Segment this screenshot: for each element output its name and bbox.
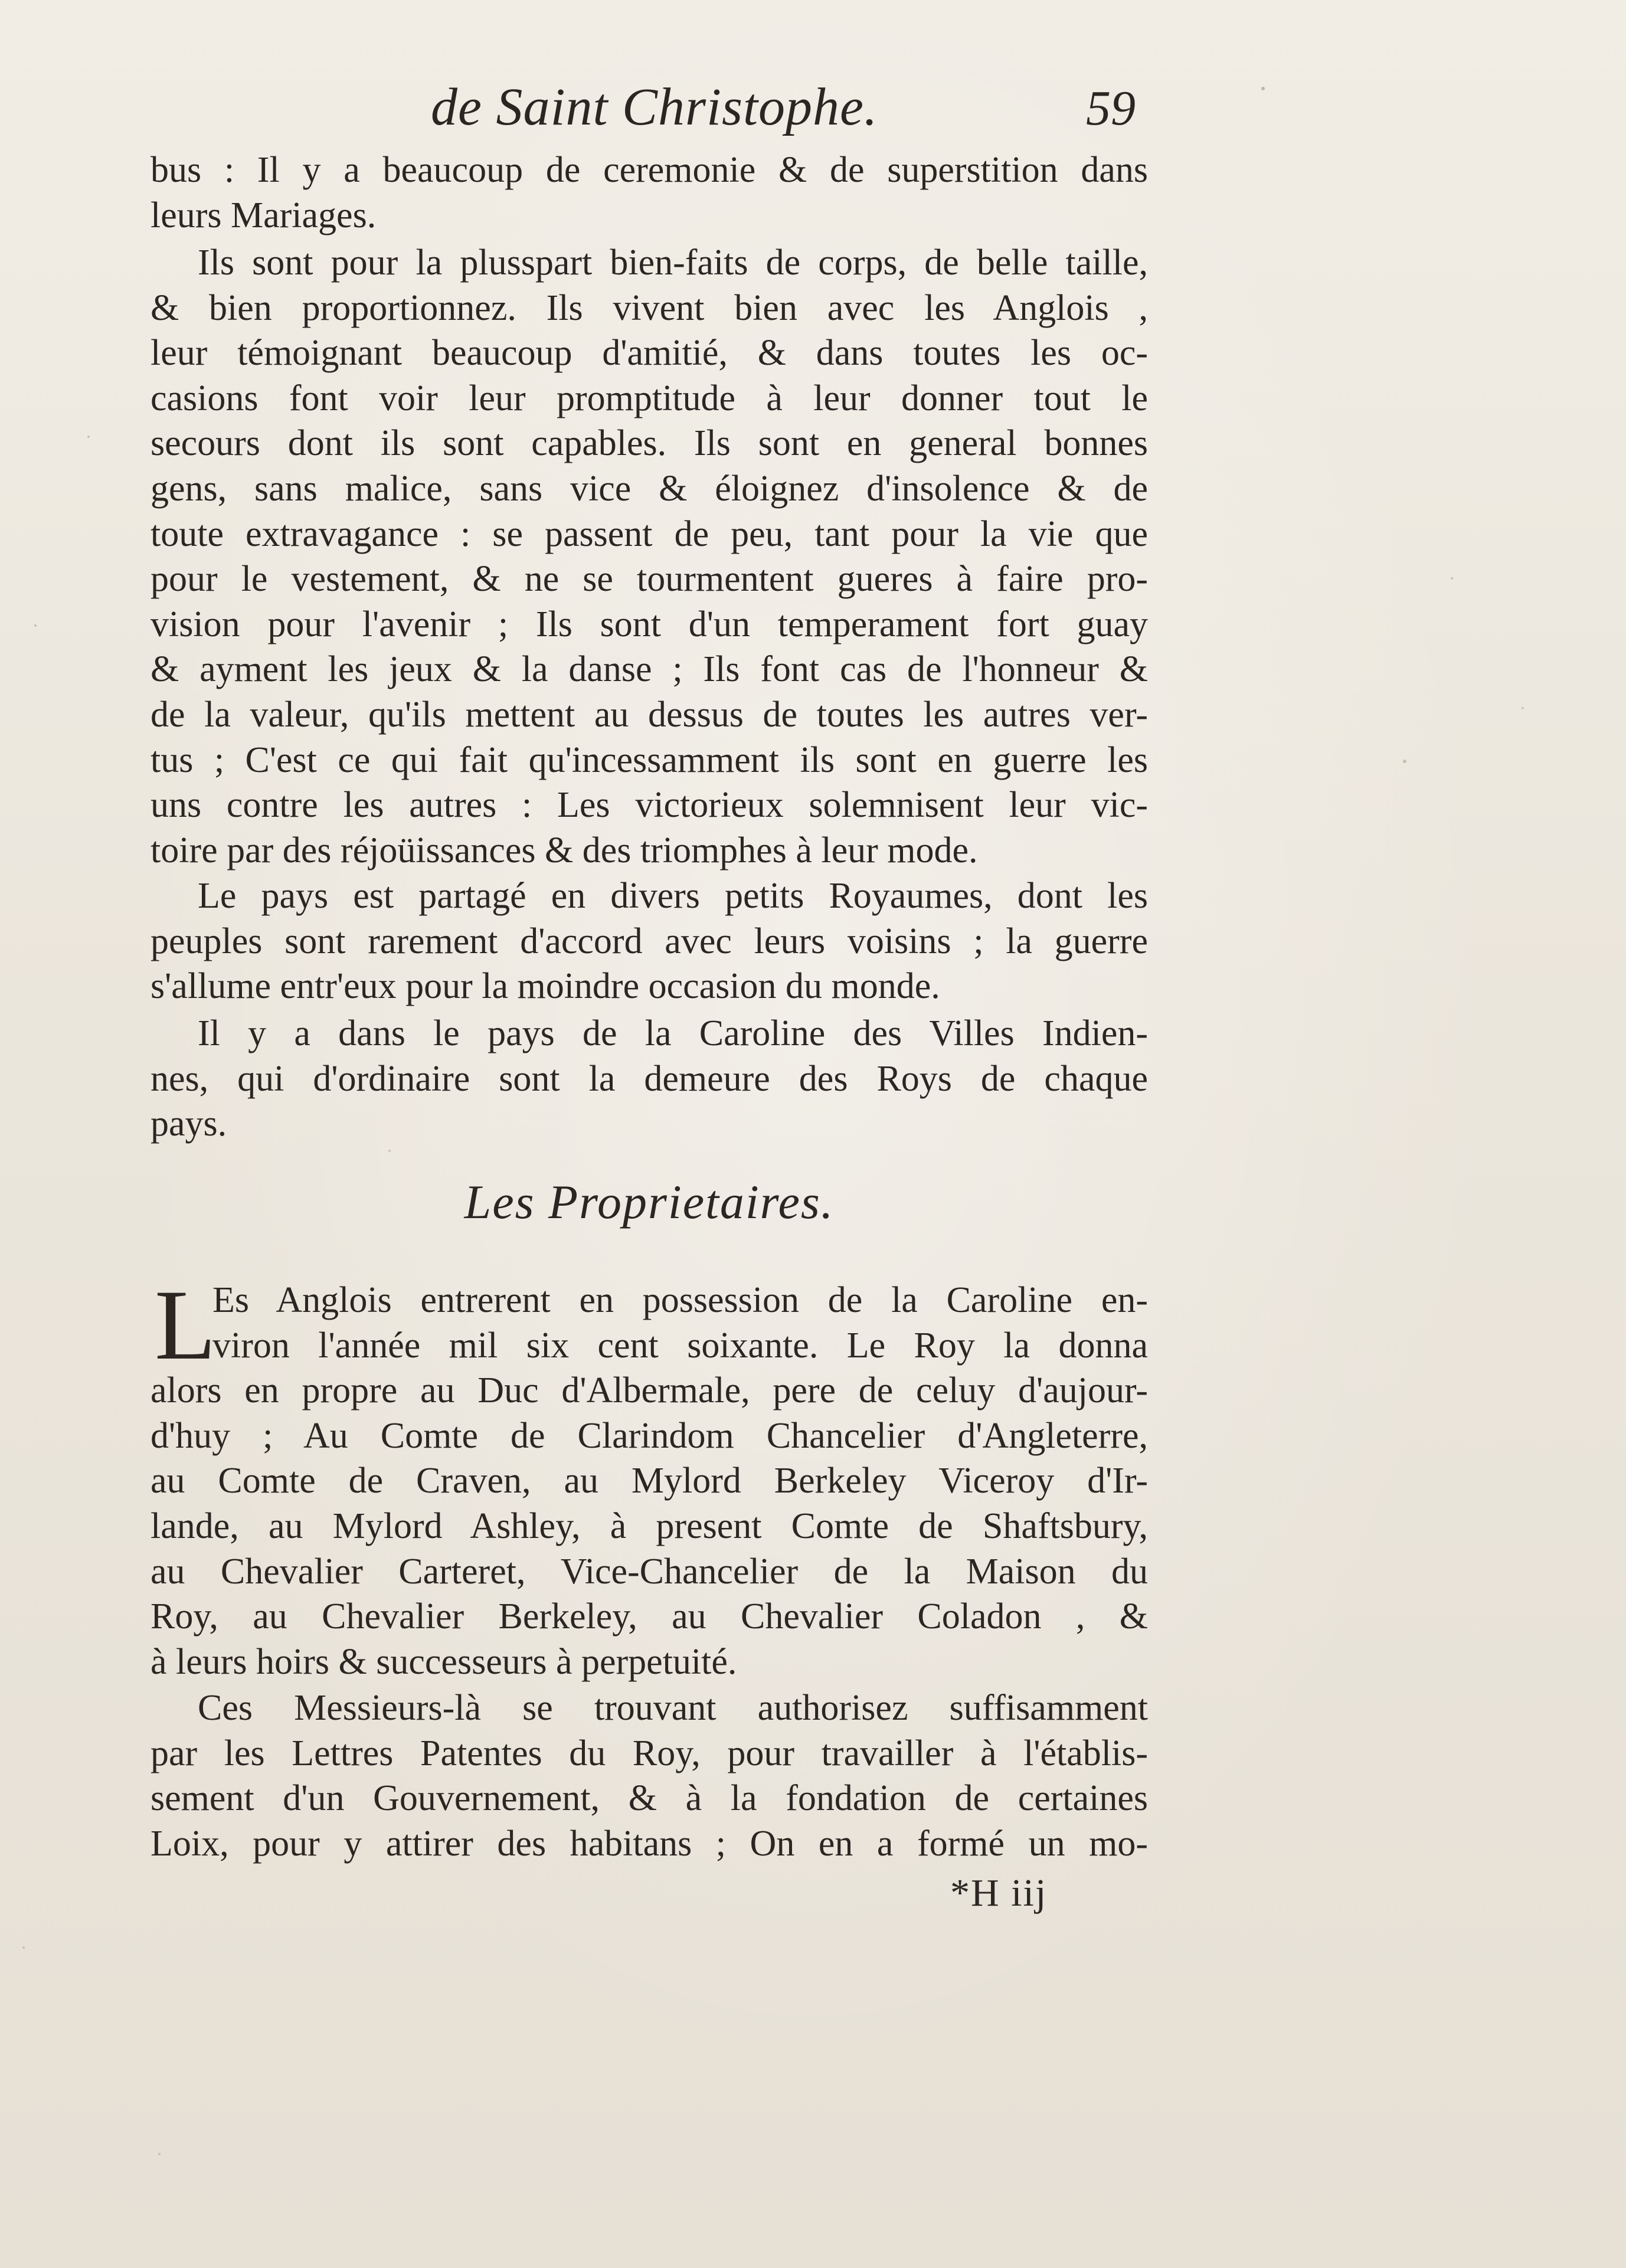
text-line: s'allume entr'eux pour la moindre occasion du monde. [151, 966, 940, 1007]
text-line: de la valeur, qu'ils mettent au dessus de toutes les autres ver- [151, 694, 1148, 735]
speck [1261, 87, 1265, 90]
text-line: d'huy ; Au Comte de Clarindom Chancelier d'Angleterre, [151, 1415, 1148, 1456]
paragraph-messieurs [151, 1686, 1148, 1866]
text-line: à leurs hoirs & successeurs à perpetuité. [151, 1641, 737, 1682]
running-title: de Saint Christophe. [431, 78, 878, 136]
text-line: tus ; C'est ce qui fait qu'incessamment ils sont en guerre les [151, 739, 1148, 780]
speck [1451, 577, 1453, 580]
page-number: 59 [1086, 81, 1136, 136]
speck [1403, 760, 1406, 763]
text-line: Ils sont pour la plusspart bien-faits de corps, de belle taille, [198, 243, 1148, 283]
text-line: leur témoignant beaucoup d'amitié, & dans toutes les oc- [151, 333, 1148, 374]
text-line: au Comte de Craven, au Mylord Berkeley Viceroy d'Ir- [151, 1461, 1148, 1501]
text-line: bus : Il y a beaucoup de ceremonie & de superstition dans [151, 150, 1148, 190]
text-line: viron l'année mil six cent soixante. Le Roy la donna [212, 1325, 1148, 1366]
text-line: Le pays est partagé en divers petits Royaumes, dont les [198, 876, 1148, 916]
paragraph-marriages [151, 148, 1148, 238]
text-line: pour le vestement, & ne se tourmentent gueres à faire pro- [151, 559, 1148, 600]
text-line: Ces Messieurs-là se trouvant authorisez suffisamment [198, 1688, 1148, 1728]
text-line: par les Lettres Patentes du Roy, pour travailler à l'établis- [151, 1733, 1148, 1773]
catchword-signature: *H iij [950, 1871, 1048, 1914]
paragraph-villes [151, 1011, 1148, 1147]
section-heading: Les Proprietaires. [464, 1175, 835, 1229]
text-line: lande, au Mylord Ashley, à present Comte de Shaftsbury, [151, 1506, 1148, 1546]
text-line: nes, qui d'ordinaire sont la demeure des Roys de chaque [151, 1058, 1148, 1099]
speck [22, 1946, 25, 1949]
paragraph-character [151, 240, 1148, 873]
text-line: Loix, pour y attirer des habitans ; On en a formé un mo- [151, 1823, 1148, 1864]
text-line: secours dont ils sont capables. Ils sont en general bonnes [151, 423, 1148, 464]
drop-cap: L [155, 1269, 216, 1380]
speck [158, 2153, 161, 2155]
speck [1522, 707, 1524, 709]
text-line: & ayment les jeux & la danse ; Ils font cas de l'honneur & [151, 649, 1148, 690]
text-line: vision pour l'avenir ; Ils sont d'un temperament fort guay [151, 604, 1148, 644]
text-line: & bien proportionnez. Ils vivent bien avec les Anglois , [151, 287, 1148, 328]
text-line: alors en propre au Duc d'Albermale, pere de celuy d'aujour- [151, 1370, 1148, 1411]
text-line: uns contre les autres : Les victorieux solemnisent leur vic- [151, 785, 1148, 826]
speck [34, 624, 37, 627]
speck [87, 436, 90, 438]
paragraph-kingdoms [151, 873, 1148, 1009]
text-line: Es Anglois entrerent en possession de la Caroline en- [212, 1280, 1148, 1320]
speck [388, 1150, 391, 1152]
page-header [148, 77, 1151, 153]
text-line: Roy, au Chevalier Berkeley, au Chevalier Coladon , & [151, 1596, 1148, 1637]
text-line: pays. [151, 1104, 227, 1144]
text-line: toute extravagance : se passent de peu, tant pour la vie que [151, 513, 1148, 554]
text-line: sement d'un Gouvernement, & à la fondation de certaines [151, 1778, 1148, 1819]
text-line: casions font voir leur promptitude à leur donner tout le [151, 378, 1148, 418]
text-line: Il y a dans le pays de la Caroline des Villes Indien- [198, 1013, 1148, 1053]
text-line: peuples sont rarement d'accord avec leurs voisins ; la guerre [151, 921, 1148, 961]
text-line: gens, sans malice, sans vice & éloignez d'insolence & de [151, 468, 1148, 509]
text-line: toire par des réjoüissances & des triomphes à leur mode. [151, 830, 978, 870]
text-line: leurs Mariages. [151, 195, 377, 235]
paragraph-proprietaires [151, 1269, 1148, 1684]
text-line: au Chevalier Carteret, Vice-Chancelier de la Maison du [151, 1551, 1148, 1592]
